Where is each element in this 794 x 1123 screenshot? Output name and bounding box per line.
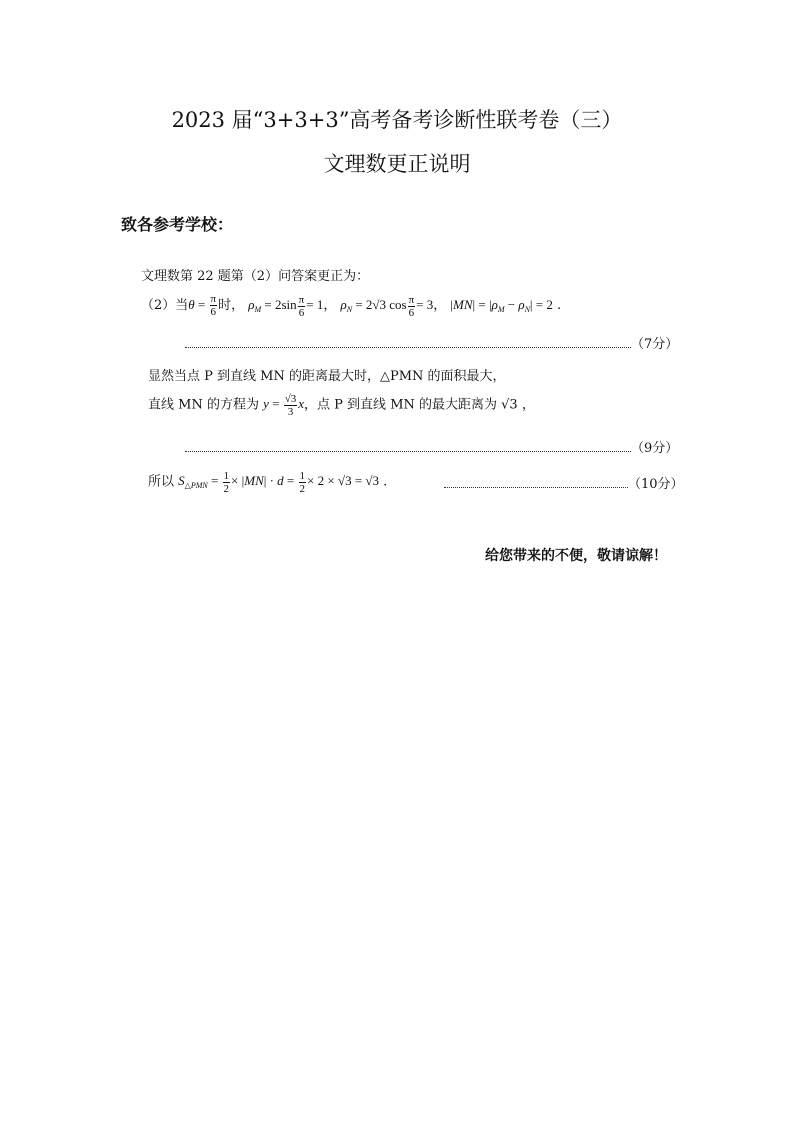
line-c-prefix: 所以 bbox=[148, 474, 175, 490]
line-c: 所以 $S_{\triangle PMN}$ = $\frac{1}{2}$ × |MN| · d = $\frac{1}{2}$ × 2 × √3 = √3 . bbox=[148, 470, 388, 495]
rho-n-expression: $\rho_N = 2√3$ cos $\frac{\pi}{6}$ = 3 bbox=[340, 293, 434, 319]
mn-length-expression: $|MN| = |\rho_M - \rho_N| = 2$ bbox=[450, 297, 553, 314]
step2-line: （2）当θ = $\frac{\pi}{6}$ 时， $\rho_M = 2\sin$ $\frac{\pi}{6}$ = 1， $\rho_N = 2√3$ cos $\frac{\pi}{6}$ = 3， $|MN| = |\rho_M - \rho_N| = 2$ . bbox=[141, 293, 562, 319]
line-b bbox=[148, 393, 535, 418]
rho-m-expression: $\rho_M = 2\sin$ $\frac{\pi}{6}$ = 1 bbox=[248, 293, 324, 319]
dot-leader-9 bbox=[185, 437, 678, 456]
step2-when: 时， bbox=[218, 298, 245, 313]
dot-leader-7 bbox=[185, 333, 678, 352]
theta-symbol: θ bbox=[188, 297, 195, 312]
line-b-suffix: ，点 P 到直线 MN 的最大距离为 √3 ， bbox=[304, 397, 535, 413]
score-10: （10分） bbox=[628, 477, 684, 492]
intro-line: 文理数第 22 题第（2）问答案更正为： bbox=[141, 269, 370, 284]
score-7: （7分） bbox=[631, 337, 679, 352]
line-a: 显然当点 P 到直线 MN 的距离最大时，△PMN 的面积最大， bbox=[148, 369, 506, 384]
pi-over-6-fraction: $\frac{\pi}{6}$ bbox=[210, 293, 217, 318]
step2-prefix: （2）当 bbox=[141, 298, 189, 313]
area-expression: $S_{\triangle PMN}$ = $\frac{1}{2}$ × |MN| · d = $\frac{1}{2}$ × 2 × √3 = √3 bbox=[178, 470, 380, 495]
greeting: 致各参考学校： bbox=[121, 215, 234, 234]
dot-leader-10 bbox=[444, 473, 684, 492]
line-b-prefix: 直线 MN 的方程为 bbox=[148, 397, 259, 413]
line-equation: y = $\frac{√3}{3}$ x bbox=[263, 393, 305, 418]
score-9: （9分） bbox=[631, 441, 679, 456]
page-subtitle: 文理数更正说明 bbox=[323, 152, 471, 176]
page-title: 2023 届“3+3+3”高考备考诊断性联考卷（三） bbox=[171, 108, 623, 132]
closing-note: 给您带来的不便，敬请谅解！ bbox=[485, 548, 667, 564]
